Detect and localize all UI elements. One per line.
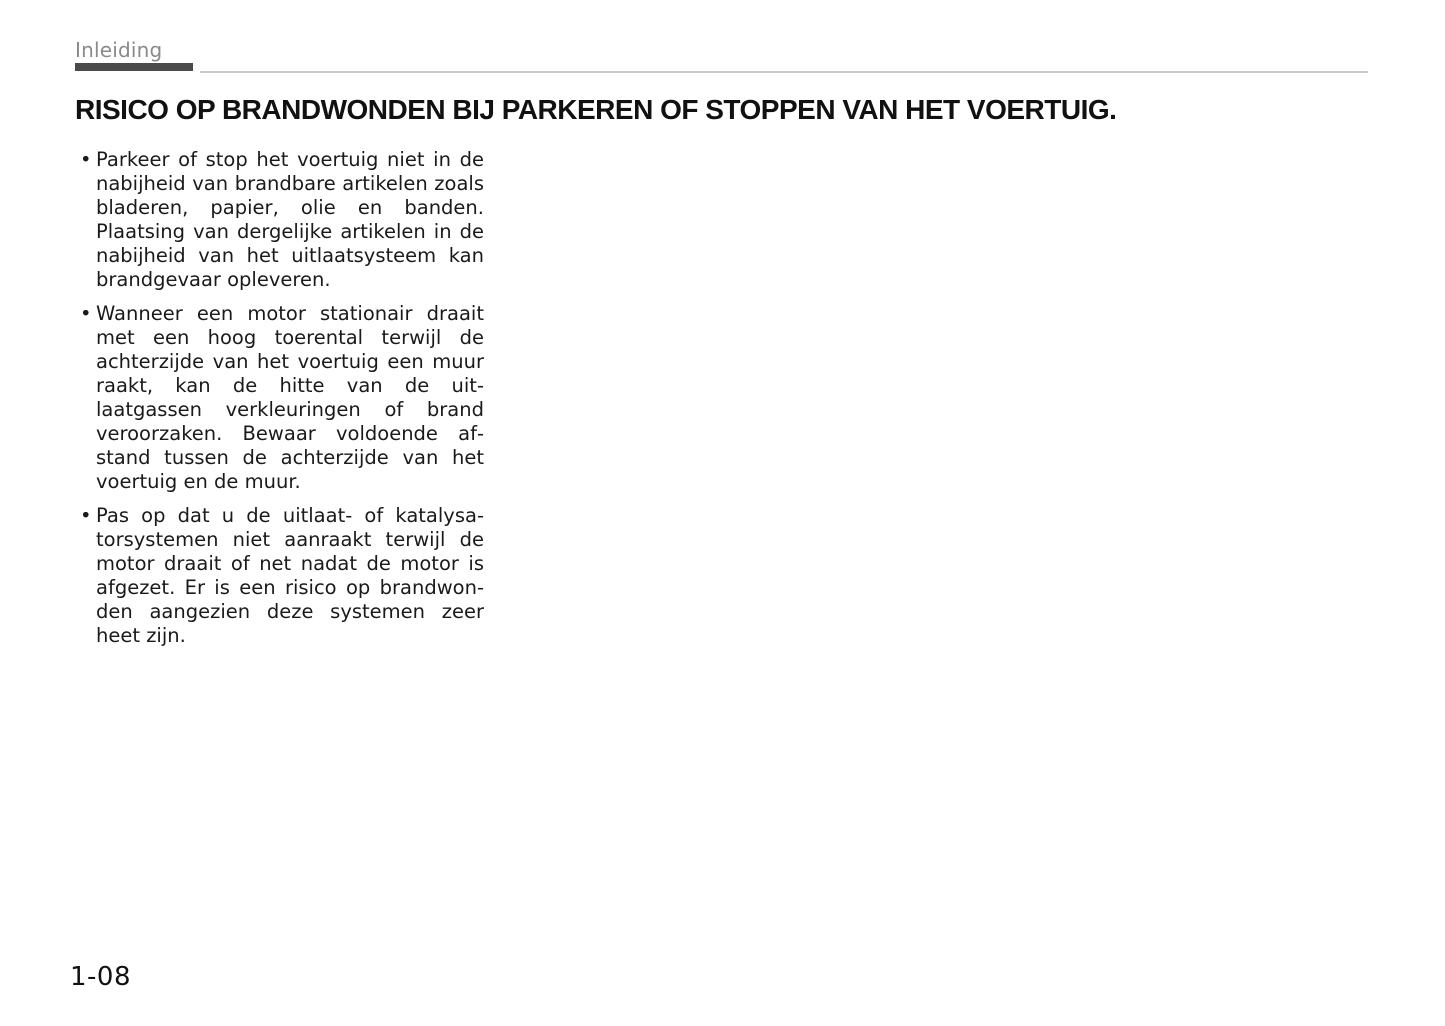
section-label: Inleiding xyxy=(75,38,163,62)
list-item-text: Wanneer een motor stationair draait met een hoog toerental terwijl de achterzijde van het voertuig een muur raakt, kan de hitte van de uitlaatgassen verkleuringen of brand veroorzaken. Bewaar voldoende afstand tussen de achterzijde van het voertuig en de muur. xyxy=(96,302,484,493)
list-item xyxy=(80,302,484,494)
list-item-text: Pas op dat u de uitlaat- of katalysatorsystemen niet aanraakt terwijl de motor draait of net nadat de motor is afgezet. Er is een risico op brandwonden aangezien deze systemen zeer heet zijn. xyxy=(96,504,484,647)
list-item xyxy=(80,148,484,292)
bullet-icon: • xyxy=(80,148,92,171)
section-marker-bar xyxy=(75,63,193,71)
list-item xyxy=(80,504,484,648)
page-heading: RISICO OP BRANDWONDEN BIJ PARKEREN OF STOPPEN VAN HET VOERTUIG. xyxy=(75,94,1117,125)
page-number: 1-08 xyxy=(70,962,132,992)
bullet-icon: • xyxy=(80,302,92,325)
header-divider xyxy=(200,71,1368,73)
warning-bullet-list xyxy=(80,148,484,658)
bullet-icon: • xyxy=(80,504,92,527)
list-item-text: Parkeer of stop het voertuig niet in de nabijheid van brandbare artikelen zoals bladeren, papier, olie en banden. Plaatsing van dergelijke artikelen in de nabijheid van het uitlaatsysteem kan brandgevaar opleveren. xyxy=(96,148,484,291)
